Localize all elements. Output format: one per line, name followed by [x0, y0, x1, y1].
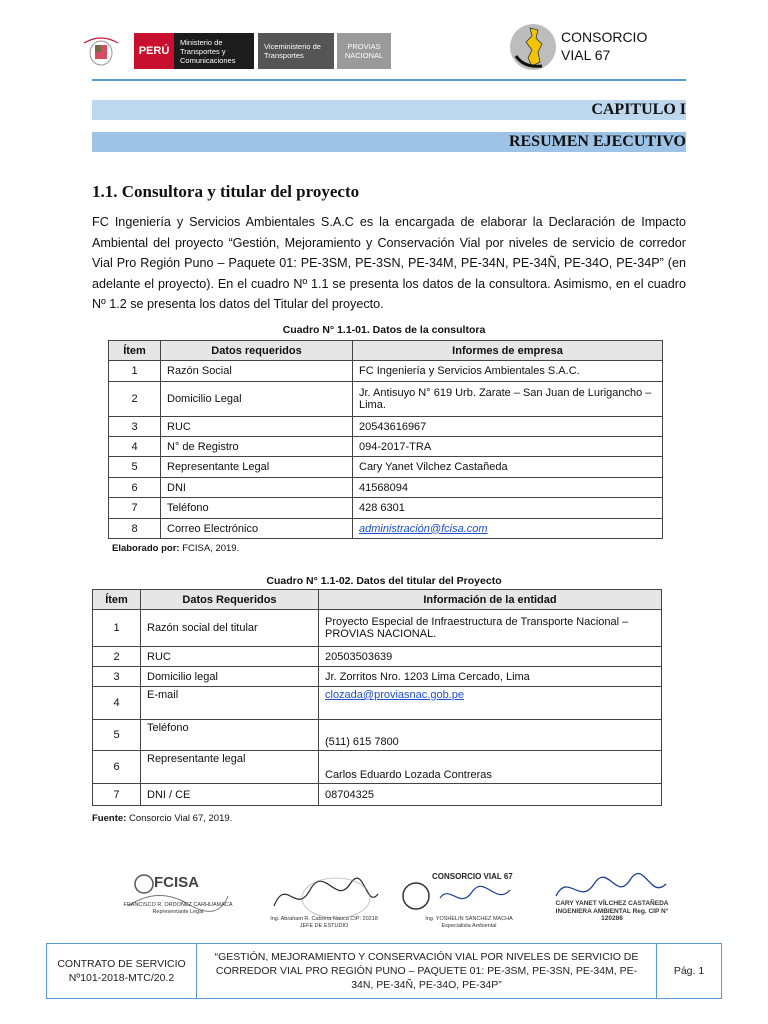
table-row — [93, 720, 662, 751]
header-datos: Datos Requeridos — [141, 590, 319, 610]
cell-value: FC Ingeniería y Servicios Ambientales S.A.C. — [353, 361, 663, 382]
cell-label: Representante Legal — [161, 457, 353, 478]
cell-item: 6 — [93, 751, 141, 784]
cell-label: DNI — [161, 478, 353, 498]
table-row — [109, 437, 663, 457]
signature-ingeniera-text: CARY YANET VÍLCHEZ CASTAÑEDA INGENIERA AMBIENTAL Reg. CIP N° 120286 — [555, 900, 669, 922]
cell-value: Jr. Zorritos Nro. 1203 Lima Cercado, Lima — [319, 667, 662, 687]
cell-value: Jr. Antisuyo N° 619 Urb. Zarate – San Juan de Lurigancho – Lima. — [353, 382, 663, 417]
cell-item: 7 — [93, 784, 141, 806]
signature-consorcio — [400, 866, 526, 936]
header-datos: Datos requeridos — [161, 341, 353, 361]
cell-label: Razón Social — [161, 361, 353, 382]
cell-value: 20543616967 — [353, 417, 663, 437]
footer-project: “GESTIÓN, MEJORAMIENTO Y CONSERVACIÓN VIAL POR NIVELES DE SERVICIO DE CORREDOR VIAL PRO REGIÓN PUNO – PAQUETE 01: PE-3SM, PE-3SN, PE-34M, PE-34N, PE-34Ñ, PE-34O, PE-34P” — [197, 944, 657, 998]
source-label: Fuente: — [92, 813, 127, 824]
section-paragraph: FC Ingeniería y Servicios Ambientales S.A.C es la encargada de elaborar la Declaración de Impacto Ambiental del proyecto “Gestión, Mejoramiento y Conservación Vial por niveles de servicio de corredor Vial Pro Región Puno – Paquete 01: PE-3SM, PE-3SN, PE-34M, PE-34N, PE-34Ñ, PE-34O, PE-34P” (en adelante el proyecto). En el cuadro Nº 1.1 se presenta los datos de la consultora. Asimismo, en el cuadro Nº 1.2 se presenta los datos del Titular del proyecto. — [92, 215, 686, 311]
cell-item: 4 — [93, 687, 141, 720]
table-row — [93, 610, 662, 647]
provias-label: PROVIAS NACIONAL — [337, 33, 391, 69]
cell-item: 5 — [93, 720, 141, 751]
cell-item: 1 — [93, 610, 141, 647]
table-row — [109, 519, 663, 539]
cell-label: N° de Registro — [161, 437, 353, 457]
cell-value: 094-2017-TRA — [353, 437, 663, 457]
cell-item: 4 — [109, 437, 161, 457]
footer-page-number: Pág. 1 — [673, 965, 705, 977]
table-row — [93, 667, 662, 687]
peru-brand-label: PERÚ — [134, 33, 174, 69]
signature-jefe-text: Ing. Abraham R. Cabrera Nauca CIP: 20218 JEFE DE ESTUDIO — [270, 916, 378, 929]
header-informes: Informes de empresa — [353, 341, 663, 361]
header-item: Ítem — [93, 590, 141, 610]
cell-label: RUC — [141, 647, 319, 667]
consorcio-logo-icon — [508, 22, 558, 72]
cell-item: 7 — [109, 498, 161, 519]
cell-label: E-mail — [141, 687, 319, 720]
table1-source — [112, 543, 239, 554]
signature-ingeniera — [546, 866, 678, 936]
section-title: 1.1. Consultora y titular del proyecto — [92, 182, 360, 201]
cell-item: 8 — [109, 519, 161, 539]
table-row — [93, 647, 662, 667]
chapter-label: CAPITULO I — [92, 100, 686, 120]
source-label: Elaborado por: — [112, 543, 180, 554]
cell-value: 41568094 — [353, 478, 663, 498]
cell-label: Representante legal — [141, 751, 319, 784]
titular-table — [92, 589, 662, 806]
table-row — [93, 687, 662, 720]
table-row — [109, 361, 663, 382]
table-row — [93, 751, 662, 784]
consultora-table — [108, 340, 663, 539]
cell-value: (511) 615 7800 — [319, 720, 662, 751]
cell-item: 2 — [93, 647, 141, 667]
table1-caption: Cuadro N° 1.1-01. Datos de la consultora — [282, 324, 486, 336]
consorcio-name-line2: VIAL 67 — [561, 47, 611, 63]
viceministerio-label: Viceministerio de Transportes — [258, 33, 334, 69]
cell-item: 6 — [109, 478, 161, 498]
source-value: FCISA, 2019. — [179, 543, 240, 554]
ministerio-label: Ministerio de Transportes y Comunicaciones — [174, 33, 254, 69]
cell-label: Teléfono — [141, 720, 319, 751]
header-divider — [92, 79, 686, 81]
cell-item: 3 — [109, 417, 161, 437]
table-row — [109, 498, 663, 519]
table-header-row — [109, 341, 663, 361]
table-row — [109, 457, 663, 478]
table-row — [109, 478, 663, 498]
source-value: Consorcio Vial 67, 2019. — [126, 813, 233, 824]
cell-value: Cary Yanet Vilchez Castañeda — [353, 457, 663, 478]
cell-label: Teléfono — [161, 498, 353, 519]
cell-item: 2 — [109, 382, 161, 417]
cell-value: 08704325 — [319, 784, 662, 806]
chapter-title: RESUMEN EJECUTIVO — [92, 132, 686, 152]
cell-value: Carlos Eduardo Lozada Contreras — [319, 751, 662, 784]
signature-consorcio-text: Ing. YOSHELIN SÁNCHEZ MACHA Especialista Ambiental — [425, 916, 513, 929]
cell-label: Correo Electrónico — [161, 519, 353, 539]
cell-item: 1 — [109, 361, 161, 382]
fcisa-logo-text: FCISA — [154, 874, 199, 891]
cell-label: Domicilio legal — [141, 667, 319, 687]
cell-label: Domicilio Legal — [161, 382, 353, 417]
table-row — [109, 417, 663, 437]
cell-value — [353, 519, 663, 539]
cell-item: 5 — [109, 457, 161, 478]
header-informacion: Información de la entidad — [319, 590, 662, 610]
table-header-row — [93, 590, 662, 610]
titular-email-link[interactable]: clozada@proviasnac.gob.pe — [325, 689, 464, 701]
table2-source — [92, 813, 232, 824]
cell-value: Proyecto Especial de Infraestructura de Transporte Nacional – PROVIAS NACIONAL. — [319, 610, 662, 647]
signature-jefe-estudio — [266, 866, 382, 936]
cell-value: 20503503639 — [319, 647, 662, 667]
cell-label: DNI / CE — [141, 784, 319, 806]
signature-fcisa-text: FRANCISCO R. ORDOÑEZ CARHUAMACA Representante Legal — [123, 902, 233, 915]
consorcio-name — [561, 28, 647, 64]
cell-value — [319, 687, 662, 720]
header-item: Ítem — [109, 341, 161, 361]
signature-fcisa — [118, 866, 238, 936]
page-footer — [46, 943, 722, 999]
cell-item: 3 — [93, 667, 141, 687]
consorcio-stamp-text: CONSORCIO VIAL 67 — [432, 872, 513, 881]
table-row — [109, 382, 663, 417]
footer-contract: CONTRATO DE SERVICIO Nº101-2018-MTC/20.2 — [47, 944, 197, 998]
consultora-email-link[interactable]: administración@fcisa.com — [359, 522, 488, 535]
cell-label: Razón social del titular — [141, 610, 319, 647]
peru-coat-of-arms-icon — [78, 33, 124, 69]
cell-value: 428 6301 — [353, 498, 663, 519]
cell-label: RUC — [161, 417, 353, 437]
consorcio-name-line1: CONSORCIO — [561, 29, 648, 45]
table2-caption: Cuadro N° 1.1-02. Datos del titular del Proyecto — [266, 575, 502, 587]
table-row — [93, 784, 662, 806]
